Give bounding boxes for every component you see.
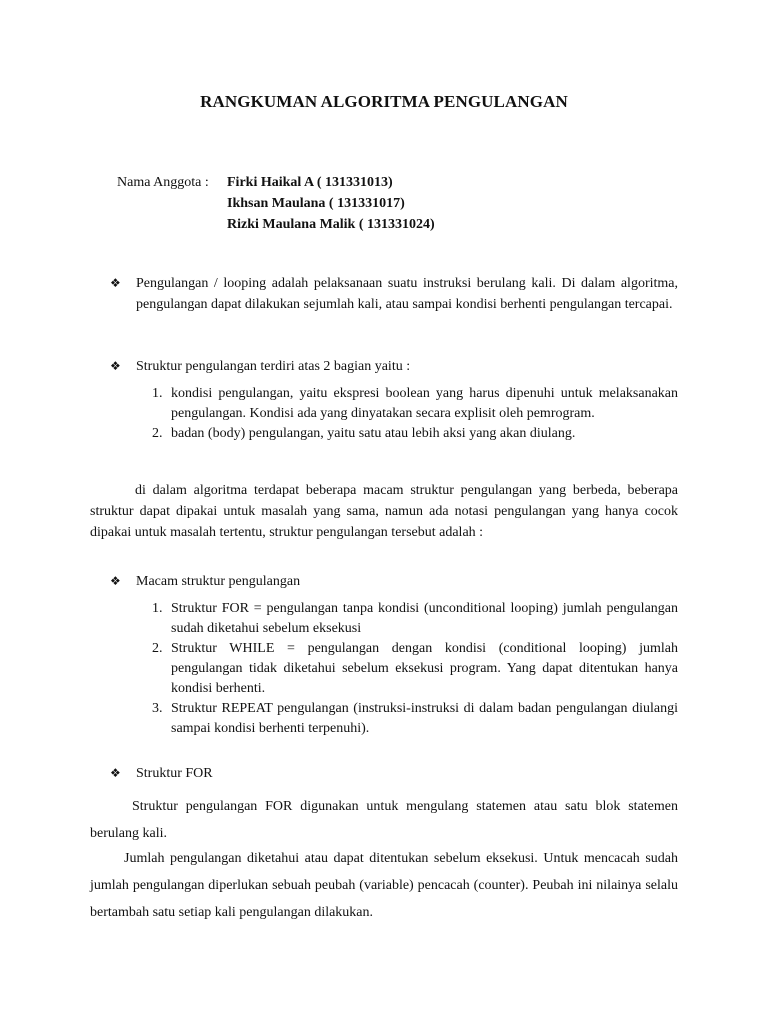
- list-number: 2.: [152, 641, 163, 656]
- document-title: RANGKUMAN ALGORITMA PENGULANGAN: [200, 92, 568, 111]
- bullet-text: Macam struktur pengulangan: [136, 574, 301, 589]
- list-item-text: badan (body) pengulangan, yaitu satu atau lebih aksi yang akan diulang.: [171, 426, 576, 441]
- bullet-text: Struktur FOR: [136, 766, 213, 781]
- members-label: Nama Anggota :: [117, 175, 209, 190]
- paragraph: Jumlah pengulangan diketahui atau dapat ditentukan sebelum eksekusi. Untuk mencacah sudah jumlah pengulangan diperlukan sebuah peubah (variable) pencacah (counter). Peubah ini nilainya selalu bertambah satu setiap kali pengulangan dilakukan.: [90, 851, 678, 920]
- bullet-item: [110, 763, 678, 784]
- list-item: [152, 639, 678, 699]
- paragraph: di dalam algoritma terdapat beberapa macam struktur pengulangan yang berbeda, beberapa struktur dapat dipakai untuk masalah yang sama, namun ada notasi pengulangan yang hanya cocok dipakai untuk masalah tertentu, struktur pengulangan tersebut adalah :: [90, 483, 678, 540]
- diamond-bullet-icon: ❖: [110, 359, 121, 373]
- list-item-text: Struktur REPEAT pengulangan (instruksi-instruksi di dalam badan pengulangan diulangi sampai kondisi berhenti terpenuhi).: [171, 701, 678, 736]
- list-item: [152, 424, 678, 444]
- numbered-list: [152, 599, 678, 739]
- list-item: [152, 699, 678, 739]
- list-item-text: Struktur WHILE = pengulangan dengan kondisi (conditional looping) jumlah pengulangan tidak diketahui sebelum eksekusi program. Yang dapat ditentukan hanya kondisi berhenti.: [171, 641, 678, 696]
- list-number: 1.: [152, 601, 163, 616]
- bullet-item: [110, 356, 678, 377]
- numbered-list: [152, 384, 678, 444]
- list-item: [152, 384, 678, 424]
- member-name: Ikhsan Maulana ( 131331017): [227, 196, 405, 211]
- list-item-text: Struktur FOR = pengulangan tanpa kondisi (unconditional looping) jumlah pengulangan sudah diketahui sebelum eksekusi: [171, 601, 678, 636]
- bullet-item: [110, 571, 678, 592]
- diamond-bullet-icon: ❖: [110, 766, 121, 780]
- member-name: Rizki Maulana Malik ( 131331024): [227, 217, 435, 232]
- list-item: [152, 599, 678, 639]
- list-item-text: kondisi pengulangan, yaitu ekspresi boolean yang harus dipenuhi untuk melaksanakan pengulangan. Kondisi ada yang dinyatakan secara explisit oleh pemrogram.: [171, 386, 678, 421]
- list-number: 2.: [152, 426, 163, 441]
- diamond-bullet-icon: ❖: [110, 276, 121, 290]
- bullet-text: Struktur pengulangan terdiri atas 2 bagian yaitu :: [136, 359, 411, 374]
- member-name: Firki Haikal A ( 131331013): [227, 175, 393, 190]
- members-names: [227, 172, 435, 235]
- bullet-item: [110, 273, 678, 315]
- bullet-text: Pengulangan / looping adalah pelaksanaan suatu instruksi berulang kali. Di dalam algoritma, pengulangan dapat dilakukan sejumlah kali, atau sampai kondisi berhenti pengulangan tercapai.: [136, 276, 678, 312]
- list-number: 3.: [152, 701, 163, 716]
- paragraph: Struktur pengulangan FOR digunakan untuk mengulang statemen atau satu blok statemen berulang kali.: [90, 799, 678, 841]
- diamond-bullet-icon: ❖: [110, 574, 121, 588]
- list-number: 1.: [152, 386, 163, 401]
